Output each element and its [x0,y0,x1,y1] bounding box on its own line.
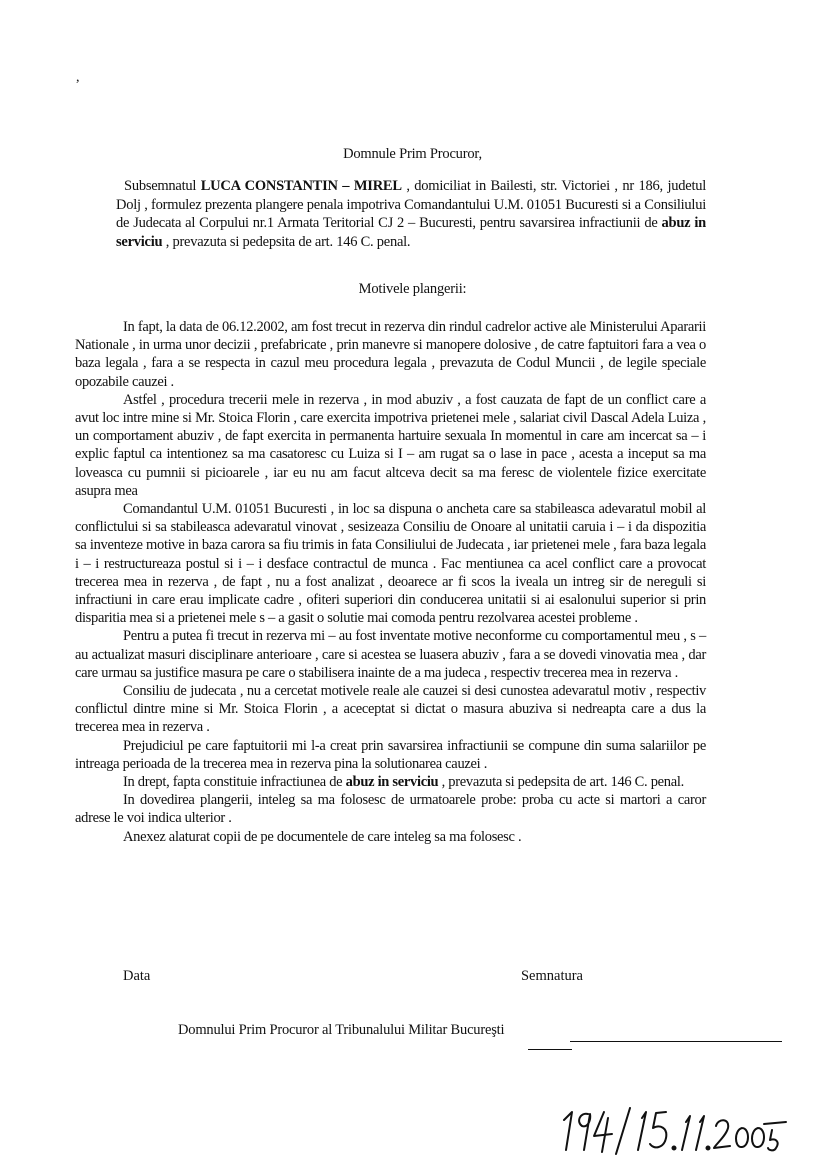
addressee: Domnului Prim Procuror al Tribunalului Militar Bucureşti [178,1022,505,1038]
paragraph-reasons: Pentru a putea fi trecut in rezerva mi – au fost inventate motive neconforme cu comportamentul meu , s – au actualizat masuri disciplinare anterioare , care si acestea se luasera abuziv , fara a se dovedi vinovatia mea , dar care urmau sa justifice masura pe care o stabilisera inainte de a ma judeca , respectiv trecerea mea in rezerva . [75,628,706,681]
intro-text-3: , prevazuta si pedepsita de art. 146 C. penal. [162,233,411,250]
legal-basis-text-2: , prevazuta si pedepsita de art. 146 C. penal. [438,774,684,791]
paragraph-damage: Prejudiciul pe care faptuitorii mi l-a creat prin savarsirea infractiunii se compune din suma salariilor pe intreaga perioada de la trecerea mea in rezerva pina la solutionarea cauzei . [75,737,706,772]
handwritten-registration-note [558,1100,788,1156]
legal-basis-offense: abuz in serviciu [345,774,439,791]
salutation: Domnule Prim Procuror, [343,146,482,162]
signature-label: Semnatura [520,968,583,984]
addressee-rule-short [528,1049,572,1050]
paragraph-council: Consiliu de judecata , nu a cercetat motivele reale ale cauzei si desi cunostea adevaratul motiv , respectiv conflictul dintre mine si Mr. Stoica Florin , a aceceptat si dictat o masura abuziva si nedreapta care a dus la trecerea mea in rezerva . [75,683,706,736]
paragraph-legal-basis [75,773,706,791]
intro-paragraph [116,177,706,251]
handwritten-note-drawing [558,1100,788,1156]
intro-text-1: Subsemnatul [124,178,201,194]
addressee-rule [570,1041,782,1042]
signature-row [123,968,583,985]
date-label: Data [123,968,151,984]
paragraph-evidence: In dovedirea plangerii, inteleg sa ma folosesc de urmatoarele probe: proba cu acte si martori a caror adrese le voi indica ulterior . [75,792,706,827]
paragraph-annex: Anexez alaturat copii de pe documentele de care inteleg sa ma folosesc . [123,828,522,845]
body-text [75,318,706,846]
legal-basis-text-1: In drept, fapta constituie infractiunea de [123,774,346,791]
complainant-name: LUCA CONSTANTIN – MIREL [200,178,402,194]
paragraph-facts: In fapt, la data de 06.12.2002, am fost trecut in rezerva din rindul cadrelor active ale Ministerului Apararii Nationale , in urma unor decizii , prefabricate , prin manevre si manopere dolosive , de catre faptuitori fara a vea o baza legala , fara a se respecta in cazul meu procedura legala , prevazuta de Codul Muncii , de legile speciale opozabile cauzei . [75,319,706,390]
paragraph-commander: Comandantul U.M. 01051 Bucuresti , in loc sa dispuna o ancheta care sa stabileasca adevaratul mobil al conflictului si sa stabileasca adevaratul vinovat , sesizeaza Consiliu de Onoare al unitatii caruia i – i da dispozitia sa inventeze motive in baza carora sa fiu trimis in fata Consiliului de Judecata , iar prietenei mele , fara baza legala i – i restructureaza postul si i – i desface contractul de munca . Fac mentiunea ca acel conflict care a provocat trecerea mea in rezerva , de fapt , nu a fost analizat , deoarece ar fi scos la iveala un intreg sir de nereguli si infractiuni in care erau implicate cadre , ofiteri superiori din conducerea unitatii si ai esalonului superior si prin disparitia mea si a prietenei mele s – a gasit o solutie mai comoda pentru rezolvarea acestei probleme . [75,501,706,627]
intro-text-2: , domiciliat in Bailesti, str. Victoriei , nr 186, judetul Dolj , formulez prezenta plangere penala impotriva Comandantului U.M. 01051 Bucuresti si a Consiliului de Judecata al Corpului nr.1 Armata Teritorial CJ 2 – Bucuresti, pentru savarsirea infractiunii de [116,178,707,231]
paragraph-conflict: Astfel , procedura trecerii mele in rezerva , in mod abuziv , a fost cauzata de fapt de un conflict care a avut loc intre mine si Mr. Stoica Florin , care exercita impotriva prietenei mele , salariat civil Dascal Adela Luiza , un comportament abuziv , de fapt exercita in permanenta hartuire sexuala In momentul in care am incercat sa – i explic faptul ca intentionez sa ma casatoresc cu Luiza si I – am rugat sa o lase in pace , acesta a inceput sa ma loveasca cu pumnii si picioarele , iar eu nu am facut altceva decit sa ma feresc de violentele fizice exercitate asupra mea [75,391,706,499]
stray-mark: , [76,70,80,85]
offense-name: abuz in serviciu [116,215,706,250]
section-heading: Motivele plangerii: [358,281,467,297]
